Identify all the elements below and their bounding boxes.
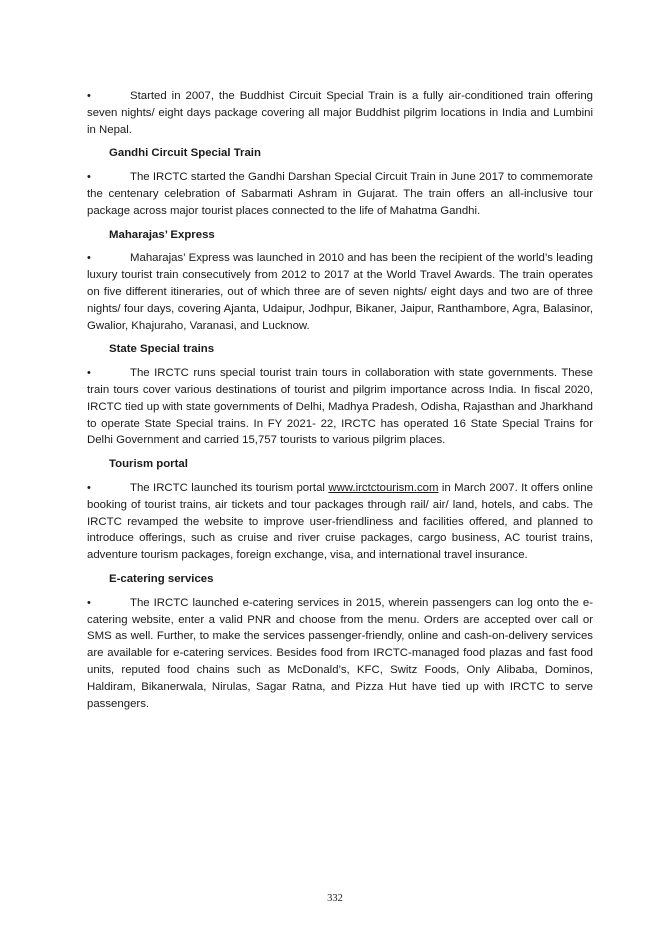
section-heading-gandhi-circuit: Gandhi Circuit Special Train bbox=[109, 147, 261, 160]
bullet-icon: • bbox=[87, 367, 91, 380]
bullet-icon: • bbox=[87, 90, 91, 102]
bullet-icon: • bbox=[87, 171, 91, 184]
e-catering-paragraph bbox=[87, 595, 593, 713]
maharajas-express-paragraph bbox=[87, 250, 593, 334]
page-number: 332 bbox=[327, 893, 343, 904]
paragraph-text: The IRCTC started the Gandhi Darshan Special Circuit Train in June 2017 to commemorate the centenary celebration of Sabarmati Ashram in Gujarat. The train offers an all-inclusive tour package across major tourist places connected to the life of Mahatma Gandhi. bbox=[87, 171, 593, 217]
section-heading-e-catering: E-catering services bbox=[109, 572, 214, 585]
section-heading-state-special-trains: State Special trains bbox=[109, 343, 215, 356]
irctc-tourism-link[interactable]: www.irctctourism.com bbox=[328, 481, 439, 494]
document-page bbox=[87, 88, 593, 719]
bullet-icon: • bbox=[87, 596, 91, 609]
gandhi-circuit-paragraph bbox=[87, 169, 593, 219]
paragraph-text: The IRCTC runs special tourist train tours in collaboration with state governments. These train tours cover various destinations of tourist and pilgrim importance across India. In fiscal 2020, IRCTC tied up with state governments of Delhi, Madhya Pradesh, Odisha, Rajasthan and Jharkhand to operate State Special trains. In FY 2021- 22, IRCTC has operated 16 State Special Trains for Delhi Government and carried 15,757 tourists to various pilgrim places. bbox=[87, 367, 593, 447]
paragraph-text: Started in 2007, the Buddhist Circuit Special Train is a fully air-conditioned train offering seven nights/ eight days package covering all major Buddhist pilgrim locations in India and Lumbini in Nepal. bbox=[87, 90, 593, 136]
paragraph-text: The IRCTC launched e-catering services in 2015, wherein passengers can log onto the e-catering website, enter a valid PNR and choose from the menu. Orders are accepted over call or SMS as well. Further, to make the services passenger-friendly, online and cash-on-delivery services are available for e-catering services. Besides food from IRCTC-managed food plazas and fast food units, reputed food chains such as McDonald’s, KFC, Switz Foods, Only Alibaba, Dominos, Haldiram, Bikanerwala, Nirulas, Sagar Ratna, and Pizza Hut have tied up with IRCTC to serve passengers. bbox=[87, 596, 593, 710]
bullet-icon: • bbox=[87, 481, 91, 494]
section-heading-maharajas-express: Maharajas’ Express bbox=[109, 228, 215, 241]
paragraph-text: in March 2007. It offers online booking of tourist trains, air tickets and tour packages through rail/ air/ land, hotels, and cabs. The IRCTC revamped the website to improve user-friendliness and facilities offered, and planned to introduce offerings, such as cruise and river cruise packages, cargo business, AC tourist trains, adventure tourism packages, foreign exchange, visa, and international travel insurance. bbox=[87, 481, 593, 562]
paragraph-text: The IRCTC launched its tourism portal bbox=[130, 481, 329, 494]
buddhist-circuit-paragraph bbox=[87, 88, 593, 138]
bullet-icon: • bbox=[87, 252, 91, 265]
paragraph-text: Maharajas’ Express was launched in 2010 and has been the recipient of the world’s leading luxury tourist train consecutively from 2012 to 2017 at the World Travel Awards. The train operates on five different itineraries, out of which three are of seven nights/ eight days and two are of three nights/ four days, covering Ajanta, Udaipur, Jodhpur, Bikaner, Jaipur, Ranthambore, Agra, Balasinor, Gwalior, Khajuraho, Varanasi, and Lucknow. bbox=[87, 252, 593, 332]
section-heading-tourism-portal: Tourism portal bbox=[109, 458, 188, 471]
tourism-portal-paragraph bbox=[87, 480, 593, 564]
state-special-trains-paragraph bbox=[87, 365, 593, 449]
